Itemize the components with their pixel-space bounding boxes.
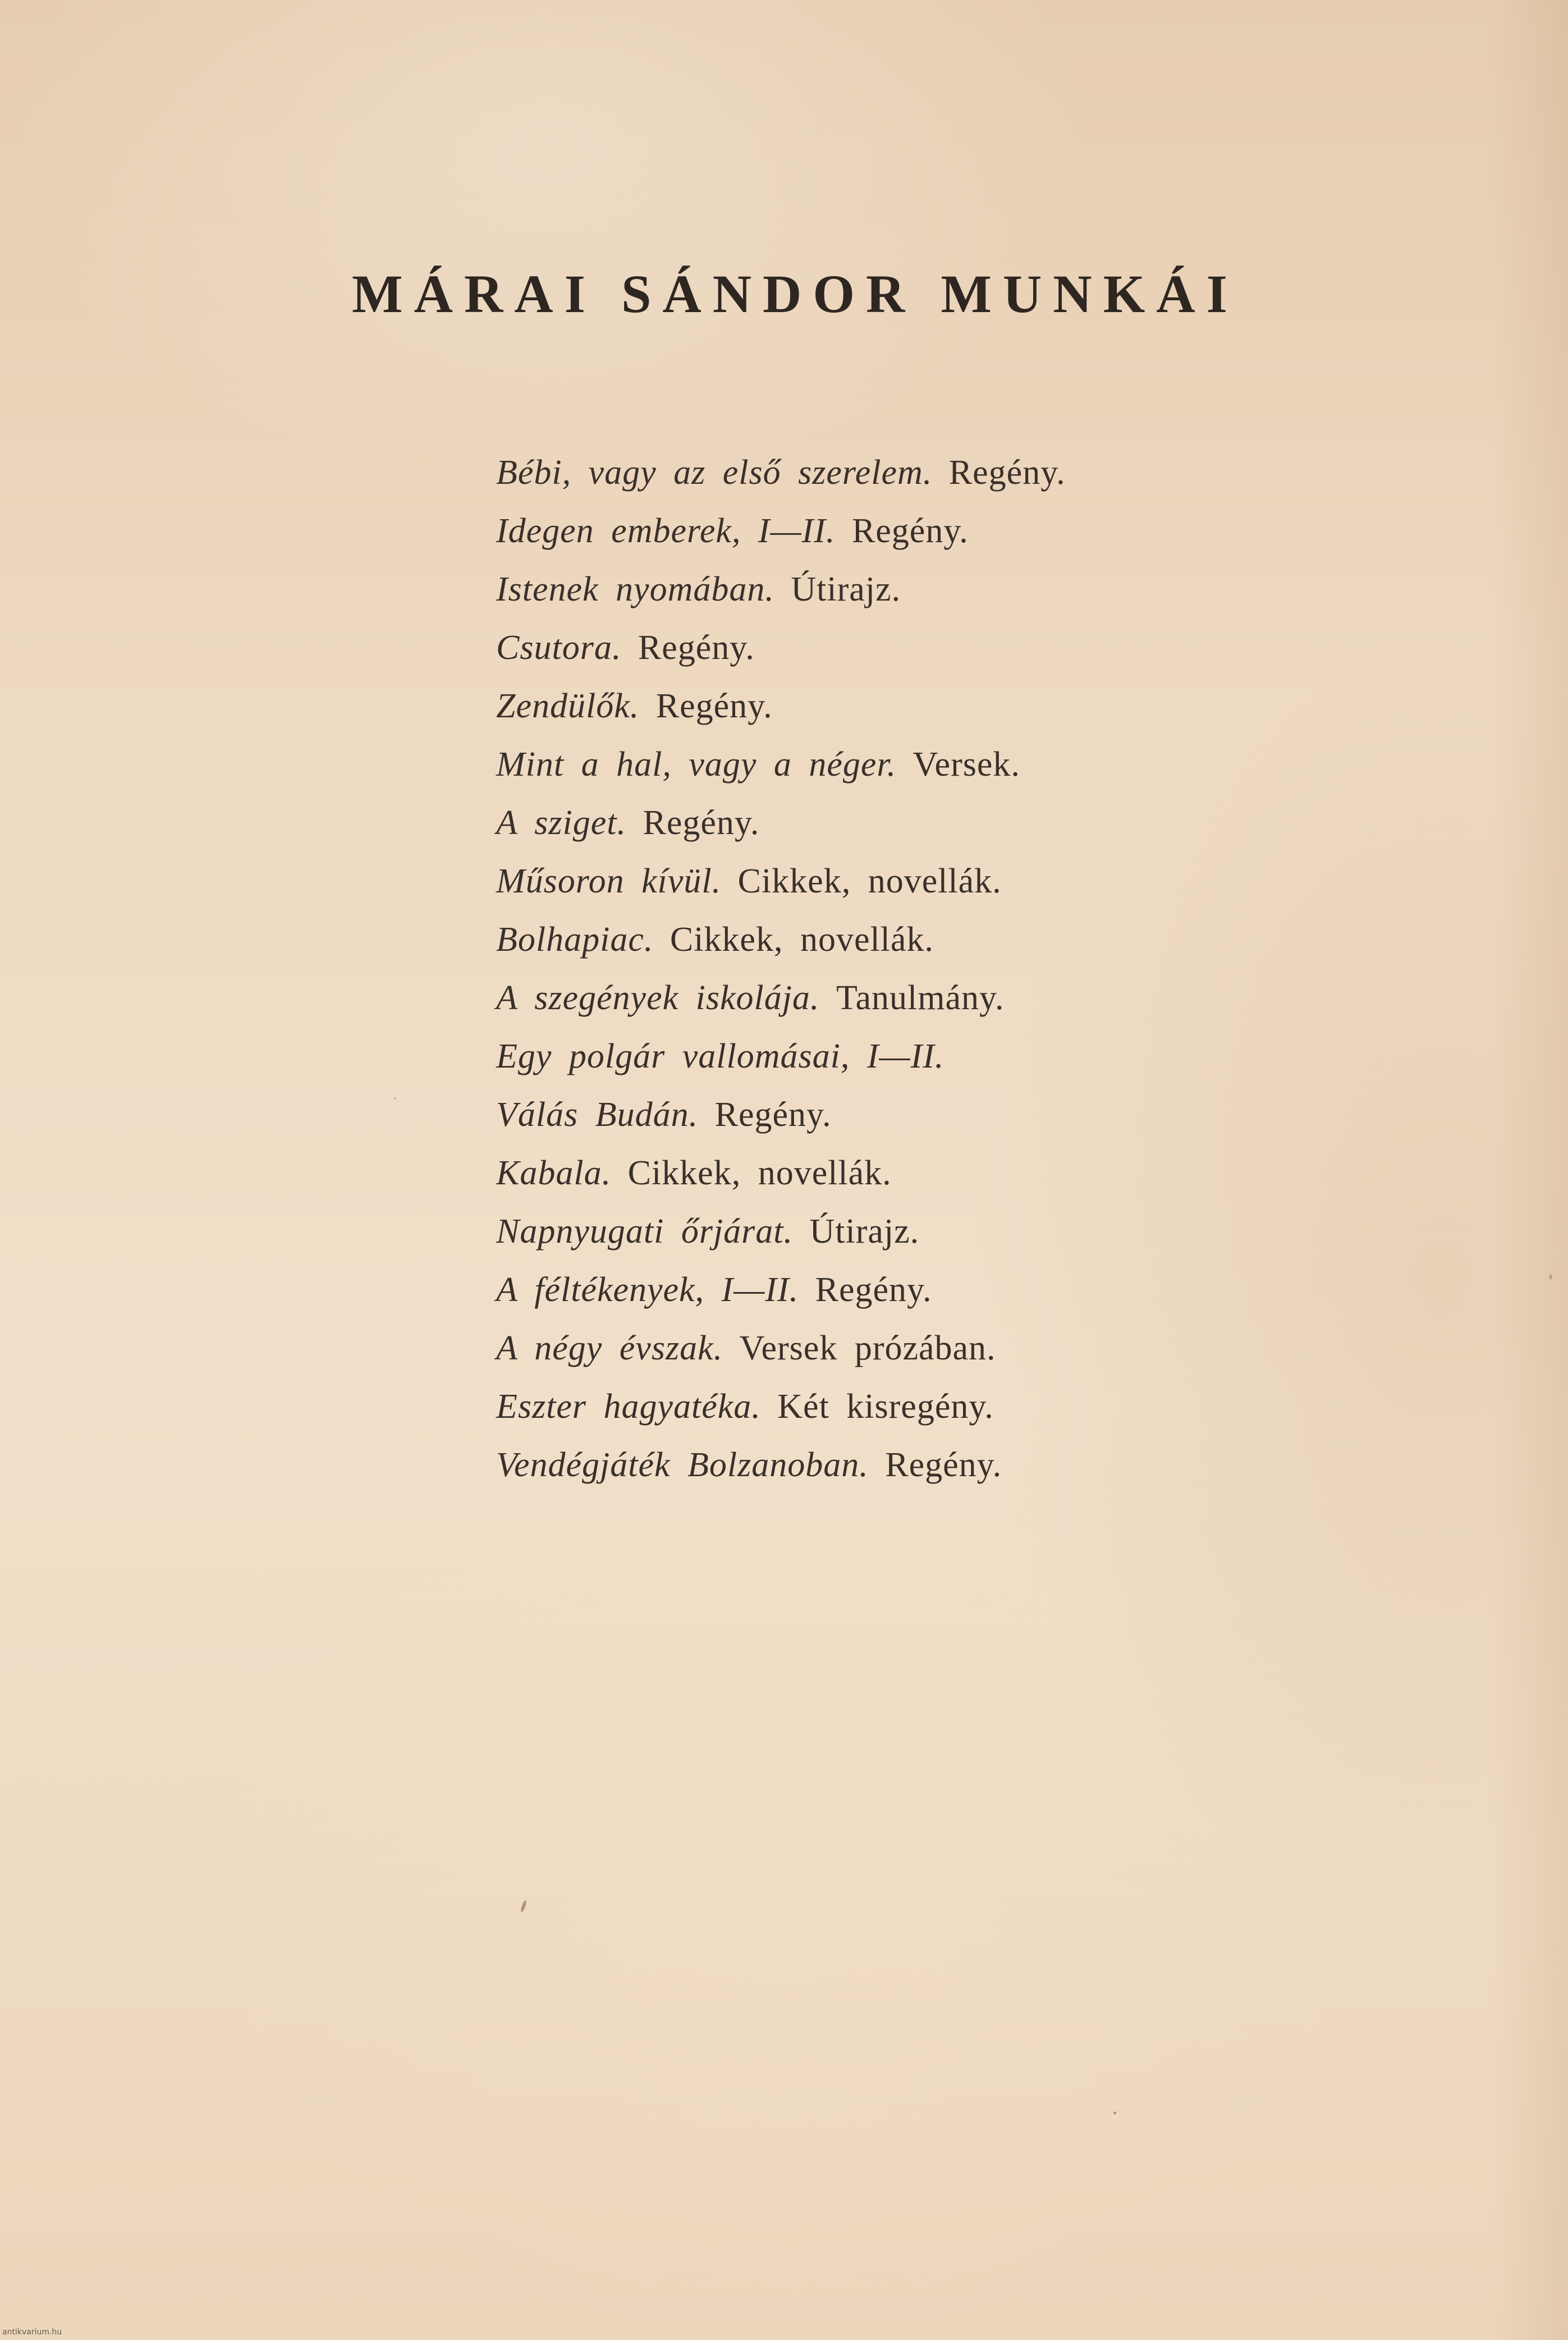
work-title: A féltékenyek, I—II.	[496, 1271, 799, 1309]
work-genre: Regény.	[948, 454, 1066, 492]
list-item	[496, 1202, 1066, 1261]
work-title: Csutora.	[496, 629, 622, 667]
list-item	[496, 443, 1066, 502]
list-item	[496, 852, 1066, 910]
work-title: Bolhapiac.	[496, 921, 654, 959]
list-item	[496, 1027, 1066, 1086]
paper-speck	[520, 1900, 527, 1913]
work-genre: Regény.	[643, 804, 760, 842]
work-title: A szegények iskolája.	[496, 979, 820, 1017]
work-title: Idegen emberek, I—II.	[496, 512, 836, 550]
paper-speck	[1549, 1274, 1552, 1280]
list-item	[496, 969, 1066, 1027]
page-title: MÁRAI SÁNDOR MUNKÁI	[352, 264, 1239, 324]
work-genre: Útirajz.	[791, 570, 901, 608]
work-genre: Cikkek, novellák.	[670, 921, 934, 959]
paper-speck	[1113, 2112, 1116, 2114]
work-title: Mint a hal, vagy a néger.	[496, 745, 897, 784]
list-item	[496, 794, 1066, 852]
work-genre: Cikkek, novellák.	[627, 1154, 892, 1192]
list-item	[496, 677, 1066, 735]
work-genre: Regény.	[638, 629, 755, 667]
work-title: Eszter hagyatéka.	[496, 1387, 761, 1426]
work-genre: Regény.	[851, 512, 969, 550]
list-item	[496, 1319, 1066, 1377]
list-item	[496, 619, 1066, 677]
work-title: Napnyugati őrjárat.	[496, 1212, 794, 1251]
work-title: Vendégjáték Bolzanoban.	[496, 1446, 869, 1484]
list-item	[496, 1086, 1066, 1144]
work-title: Zendülők.	[496, 687, 640, 725]
list-item	[496, 910, 1066, 969]
work-genre: Regény.	[714, 1096, 832, 1134]
work-genre: Versek prózában.	[739, 1329, 996, 1367]
work-genre: Tanulmány.	[836, 979, 1005, 1017]
work-title: Bébi, vagy az első szerelem.	[496, 454, 933, 492]
work-genre: Cikkek, novellák.	[737, 862, 1002, 900]
list-item	[496, 1144, 1066, 1202]
list-item	[496, 560, 1066, 619]
list-item	[496, 1377, 1066, 1436]
work-title: Válás Budán.	[496, 1096, 699, 1134]
work-genre: Útirajz.	[809, 1212, 920, 1251]
work-title: A sziget.	[496, 804, 626, 842]
footer-stamp: antikvarium.hu	[2, 2328, 62, 2337]
work-genre: Regény.	[815, 1271, 932, 1309]
work-genre: Regény.	[655, 687, 773, 725]
list-item	[496, 735, 1066, 794]
works-list	[496, 443, 1066, 1494]
work-genre: Regény.	[885, 1446, 1002, 1484]
list-item	[496, 502, 1066, 560]
page-edge-shadow	[1489, 0, 1568, 2340]
work-genre: Két kisregény.	[777, 1387, 994, 1426]
work-title: A négy évszak.	[496, 1329, 723, 1367]
work-title: Kabala.	[496, 1154, 612, 1192]
paper-speck	[394, 1097, 396, 1100]
work-title: Műsoron kívül.	[496, 862, 722, 900]
work-title: Istenek nyomában.	[496, 570, 774, 608]
work-genre: Versek.	[913, 745, 1020, 784]
list-item	[496, 1436, 1066, 1494]
work-title: Egy polgár vallomásai, I—II.	[496, 1037, 945, 1075]
list-item	[496, 1261, 1066, 1319]
